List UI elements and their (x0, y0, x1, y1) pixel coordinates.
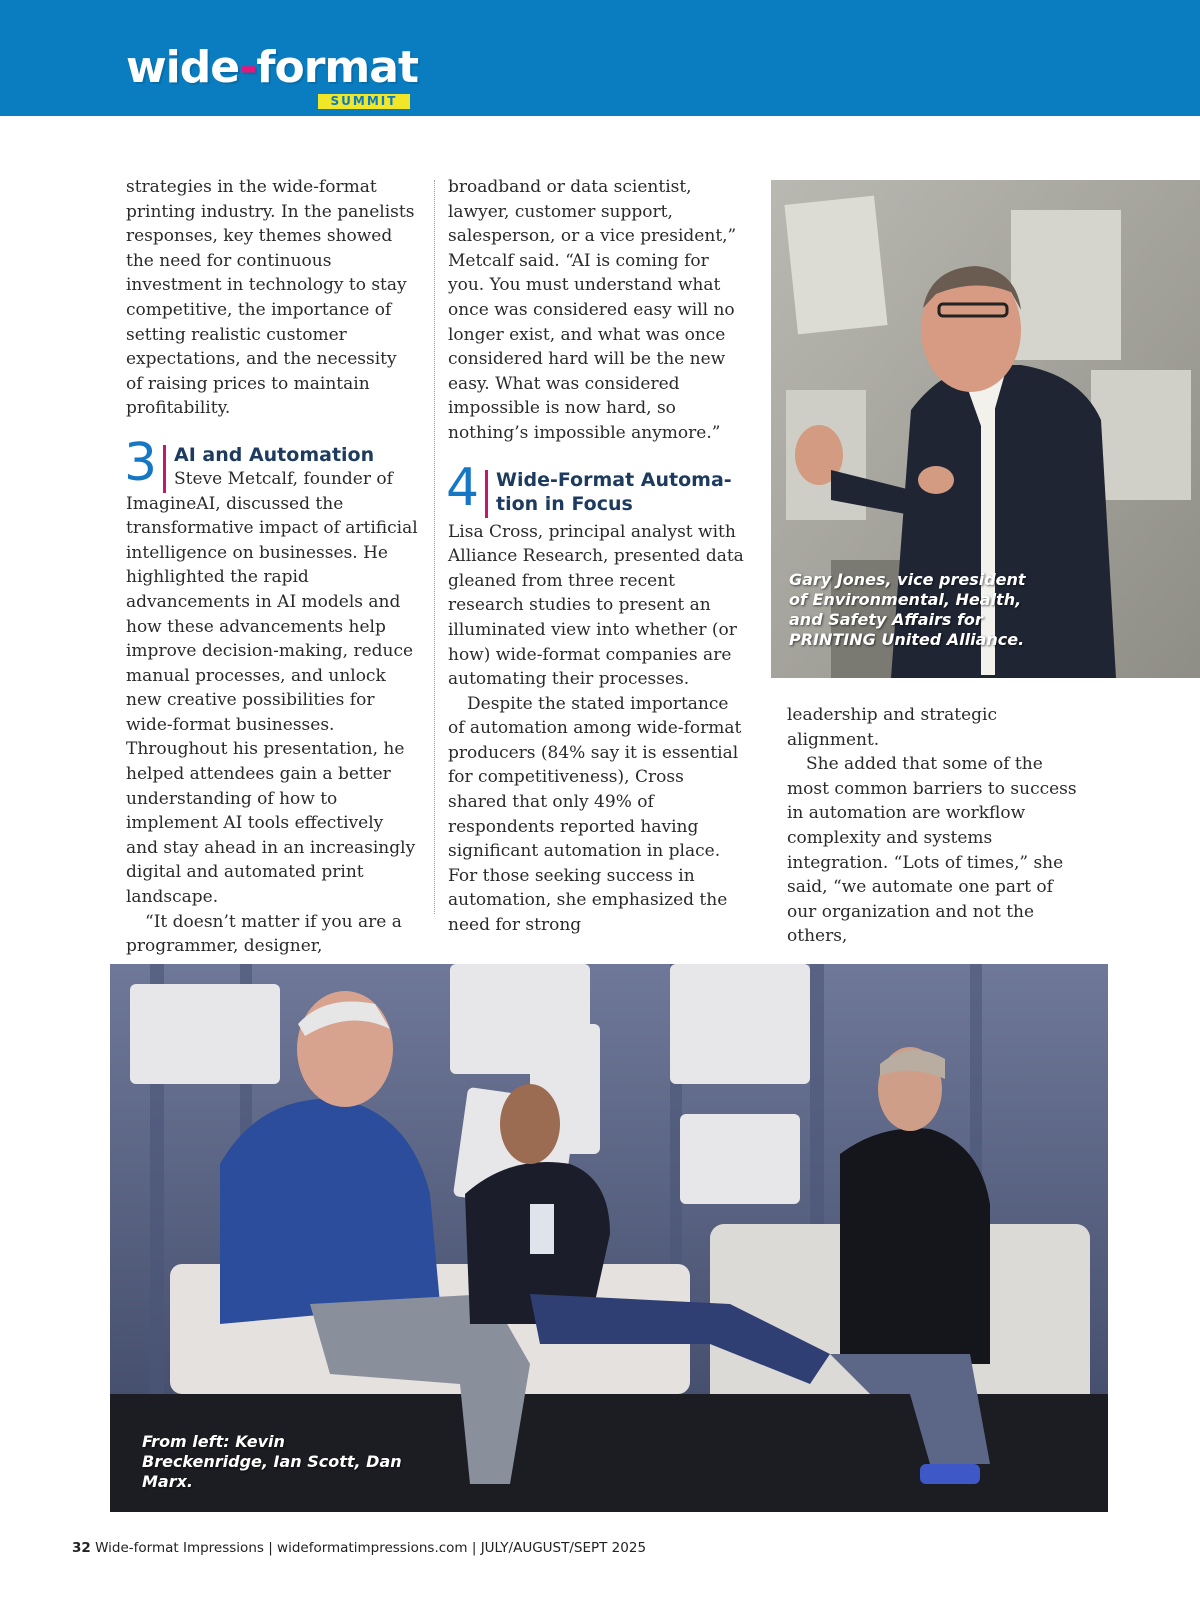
page-footer (72, 1540, 646, 1556)
section-number: 3 (124, 432, 158, 493)
logo-summit-badge: SUMMIT (318, 94, 410, 109)
article-column-3 (787, 703, 1087, 949)
section-heading-4 (446, 457, 746, 520)
column-divider-1 (434, 180, 435, 914)
intro-paragraph: strategies in the wide-format printing industry. In the panelists responses, key themes showed the need for continuous investment in technology to stay competitive, the importance of setting realistic customer expectations, and the necessity of raising prices to maintain profitability. (126, 177, 415, 419)
panel-photo-caption: From left: Kevin Breckenridge, Ian Scott, Dan Marx. (142, 1432, 402, 1491)
column-3-paragraph-2: She added that some of the most common barriers to success in automation are workflow complexity and systems integration. “Lots of times,” she said, “we automate one part of our organization and not the others, (787, 754, 1077, 947)
section-4-body-2: Despite the stated importance of automation among wide-format producers (84% say it is essential for competitiveness), Cross shared that only 49% of respondents reported having significant automation in place. For those seeking success in automation, she emphasized the need for strong (448, 693, 742, 936)
section-3-body: Steve Metcalf, founder of ImagineAI, discussed the transformative impact of artificial intelligence on businesses. He highlighted the rapid advancements in AI models and how these advancements help improve decision-making, reduce manual processes, and unlock new creative possibilities for wide-format businesses. Throughout his presentation, he helped attendees gain a better understanding of how to implement AI tools effectively and stay ahead in an increasingly digital and automated print landscape. (126, 468, 418, 908)
section-divider-bar (485, 470, 488, 518)
masthead-band (0, 0, 1200, 116)
panel-photo (110, 964, 1108, 1512)
article-column-1 (126, 175, 418, 959)
publication-logo: wide-format (126, 42, 418, 93)
page-number: 32 (72, 1540, 91, 1556)
section-title: Wide-Format Automa-tion in Focus (496, 468, 732, 515)
speaker-photo-caption: Gary Jones, vice president of Environmental, Health, and Safety Affairs for PRINTING United Alliance. (789, 570, 1026, 649)
footer-text: Wide-format Impressions | wideformatimpressions.com | JULY/AUGUST/SEPT 2025 (95, 1540, 647, 1556)
section-heading-3 (124, 432, 418, 495)
panel-photo-image (110, 964, 1108, 1512)
section-title: AI and Automation (174, 443, 375, 466)
column-3-paragraph-1: leadership and strategic alignment. (787, 705, 998, 750)
section-divider-bar (163, 445, 166, 493)
section-4-body-1: Lisa Cross, principal analyst with Alliance Research, presented data gleaned from three recent research studies to present an illuminated view into whether (or how) wide-format companies are automating their processes. (448, 521, 744, 690)
quote-paragraph-continued: broadband or data scientist, lawyer, customer support, salesperson, or a vice president,” Metcalf said. “AI is coming for you. You must understand what once was considered easy will no longer exist, and what was once considered hard will be the new easy. What was considered impossible is now hard, so nothing’s impossible anymore.” (448, 177, 737, 443)
speaker-photo (771, 180, 1200, 678)
quote-paragraph-start: “It doesn’t matter if you are a programmer, designer, (126, 911, 402, 957)
article-column-2 (448, 175, 746, 938)
section-number: 4 (446, 457, 480, 518)
